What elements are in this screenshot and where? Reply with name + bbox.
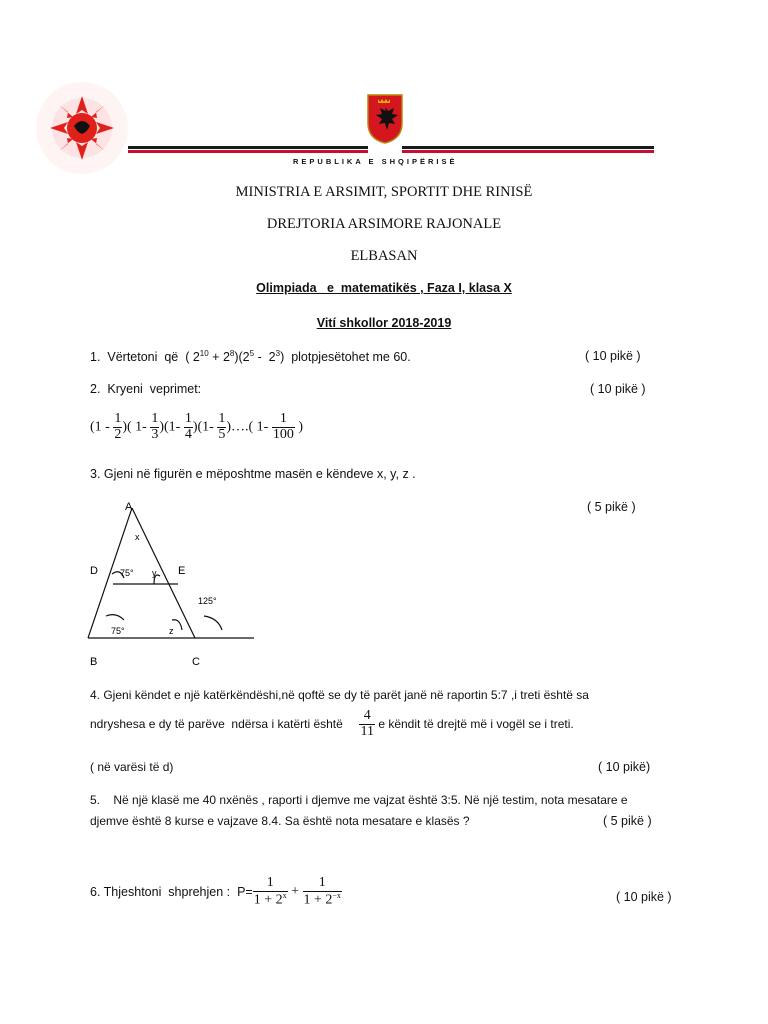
- question-3: 3. Gjeni në figurën e mëposhtme masën e këndeve x, y, z .: [90, 467, 416, 481]
- question-1-points: ( 10 pikë ): [585, 349, 641, 363]
- question-6-points: ( 10 pikë ): [616, 890, 672, 904]
- olympiad-title: Olimpiada e matematikës , Faza I, klasa X: [256, 281, 512, 295]
- school-year: Vití shkollor 2018-2019: [316, 316, 452, 330]
- question-1: 1. Vërtetoni që ( $2^{10} + 2^8)(2^5 - 2^3)$ plotpjesëtohet me 60.: [90, 349, 411, 365]
- jubilee-logo: [28, 78, 136, 178]
- question-4-line-1: 4. Gjeni këndet e një katërkëndëshi,në qoftë se dy të parët janë në raportin 5:7 ,i treti është sa: [90, 688, 589, 702]
- question-5-line-1: 5. Në një klasë me 40 nxënës , raporti i djemve me vajzat është 3:5. Në një testim, nota mesatare e: [90, 793, 628, 807]
- question-4-fraction: $\frac{4}{11}$: [360, 708, 374, 739]
- label-D: D: [90, 565, 98, 577]
- question-2: 2. Kryeni veprimet:: [90, 382, 202, 396]
- label-x: x: [135, 532, 140, 542]
- label-z: z: [169, 626, 174, 636]
- label-y: y: [152, 568, 157, 578]
- header-line-black: [128, 146, 368, 149]
- ministry-title: MINISTRIA E ARSIMIT, SPORTIT DHE RINISË: [235, 184, 533, 200]
- label-B: B: [90, 656, 98, 668]
- question-2-expression: (1 - $\frac{1}{2}$ )( 1- $\frac{1}{3}$ )(1- $\frac{1}{4}$ )(1- $\frac{1}{5}$ )….( 1- $\frac{1}{100}$ ): [90, 411, 303, 442]
- question-4-points: ( 10 pikë): [598, 760, 651, 774]
- label-angle-125: 125°: [198, 596, 217, 606]
- label-E: E: [178, 565, 186, 577]
- question-5-points: ( 5 pikë ): [603, 814, 652, 828]
- question-4-line-2: ndryshesa e dy të parëve ndërsa i katërti është $\frac{4}{11}$ e këndit të drejtë më i vogël se i treti.: [90, 708, 574, 739]
- question-4-note: ( në varësi të d): [90, 760, 174, 774]
- jubilee-emblem-icon: [28, 78, 136, 178]
- header-line-black-right: [402, 146, 654, 149]
- label-C: C: [192, 656, 200, 668]
- republic-label: REPUBLIKA E SHQIPËRISË: [293, 157, 458, 166]
- header-line-red-right: [402, 150, 654, 153]
- question-6: 6. Thjeshtoni shprehjen : P= $\frac{1}{1 + 2^x}$ + $\frac{1}{1 + 2^{-x}}$: [90, 875, 341, 908]
- triangle-figure: [80, 498, 270, 673]
- question-5-line-2: djemve është 8 kurse e vajzave 8.4. Sa është nota mesatare e klasës ?: [90, 814, 470, 828]
- albania-coat-of-arms: [366, 93, 404, 145]
- label-angle-75-bottom: 75°: [111, 626, 125, 636]
- question-3-points: ( 5 pikë ): [587, 500, 636, 514]
- city-title: ELBASAN: [350, 248, 418, 264]
- triangle-diagram: [80, 498, 270, 673]
- header-line-red-left: [128, 150, 368, 153]
- label-A: A: [125, 501, 133, 513]
- albania-eagle-icon: [366, 93, 404, 145]
- directorate-title: DREJTORIA ARSIMORE RAJONALE: [266, 216, 502, 232]
- label-angle-75-top: 75°: [120, 568, 134, 578]
- question-2-points: ( 10 pikë ): [590, 382, 646, 396]
